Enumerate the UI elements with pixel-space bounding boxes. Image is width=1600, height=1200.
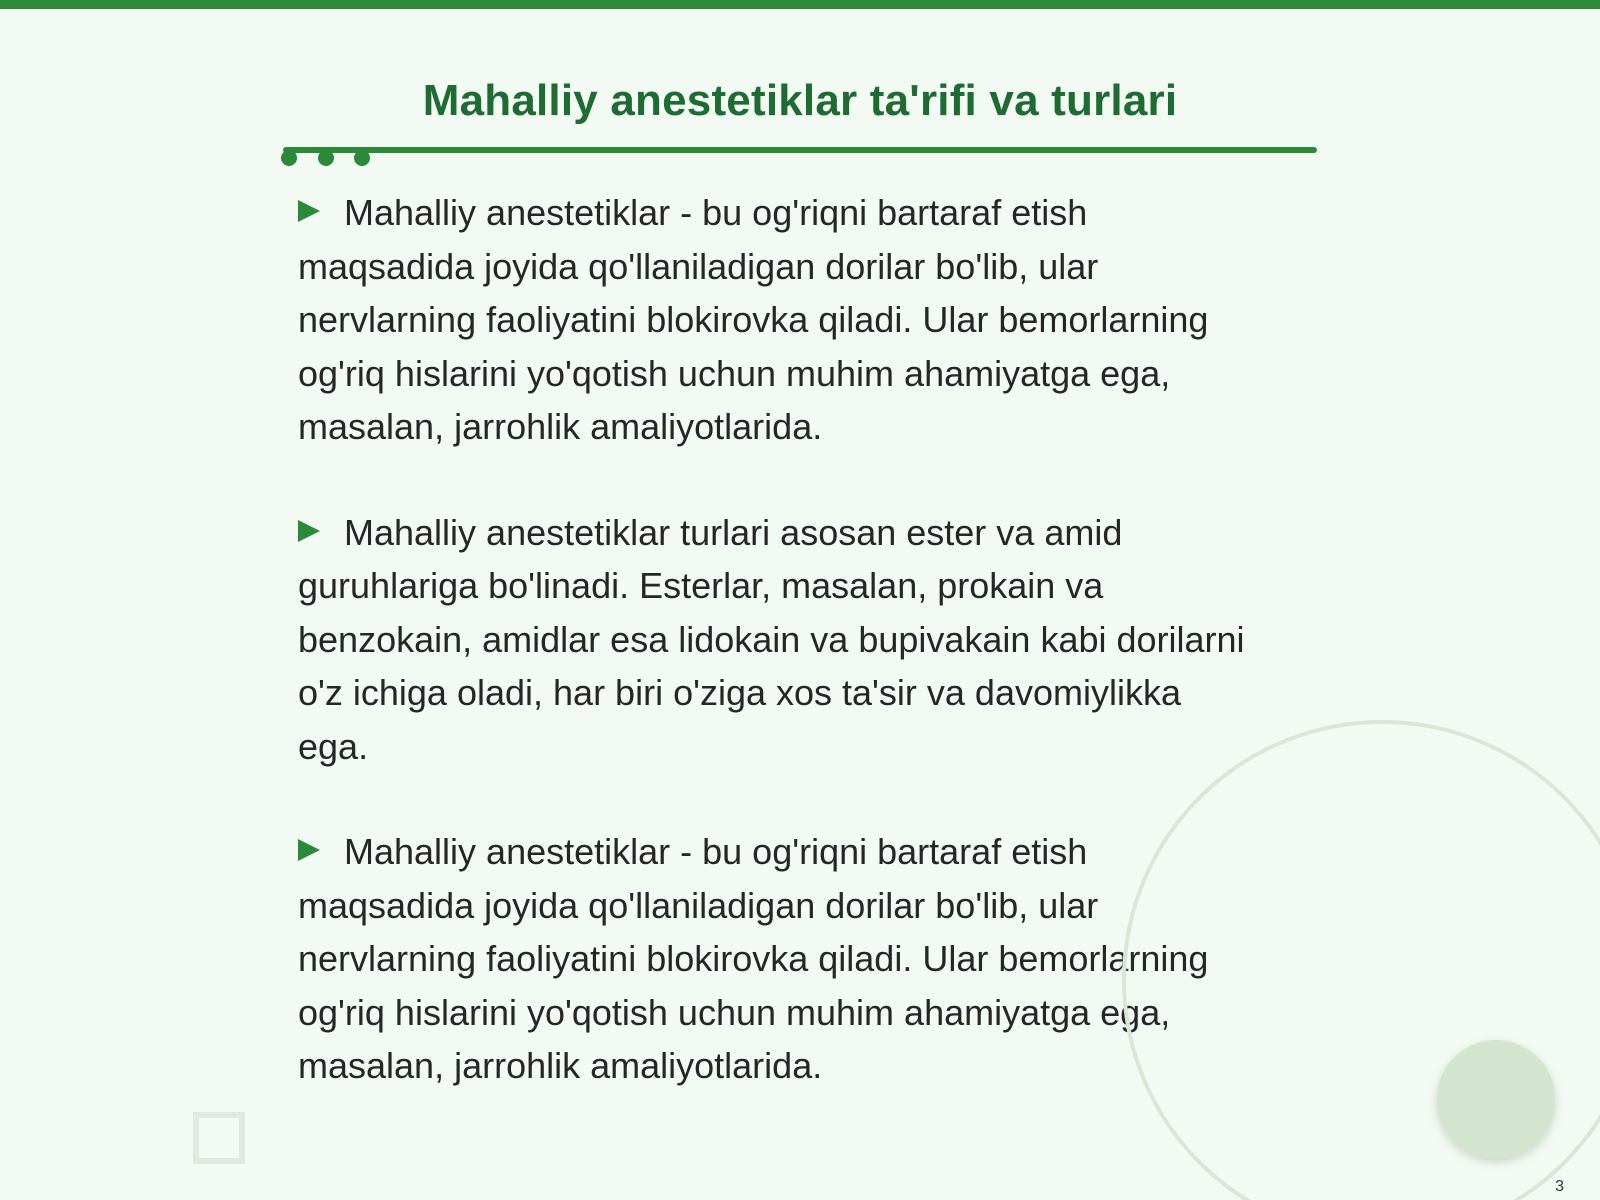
decorative-dot [354,150,370,166]
bullet-arrow-icon [298,839,320,861]
slide-title: Mahalliy anestetiklar ta'rifi va turlari [422,76,1178,125]
top-accent-bar [0,0,1600,9]
bullet-item [298,186,1258,454]
bullet-arrow-icon [298,520,320,542]
decorative-square [193,1112,245,1164]
bullet-item [298,506,1258,774]
bullet-list [298,186,1258,1145]
bullet-item [298,825,1258,1093]
title-underline [283,147,1317,153]
bullet-arrow-icon [298,200,320,222]
decorative-dot [281,150,297,166]
decorative-disc [1437,1040,1555,1158]
page-number: 3 [1555,1178,1564,1195]
decorative-dot [318,150,334,166]
bullet-text: Mahalliy anestetiklar - bu og'riqni bartaraf etish maqsadida joyida qo'llaniladigan dorilar bo'lib, ular nervlarning faoliyatini blokirovka qiladi. Ular bemorlarning og'riq hislarini yo'qotish uchun muhim ahamiyatga ega, masalan, jarrohlik amaliyotlarida. [298,192,1209,447]
bullet-text: Mahalliy anestetiklar - bu og'riqni bartaraf etish maqsadida joyida qo'llaniladigan dorilar bo'lib, ular nervlarning faoliyatini blokirovka qiladi. Ular bemorlarning og'riq hislarini yo'qotish uchun muhim ahamiyatga ega, masalan, jarrohlik amaliyotlarida. [298,831,1209,1086]
bullet-text: Mahalliy anestetiklar turlari asosan ester va amid guruhlariga bo'linadi. Esterlar, masalan, prokain va benzokain, amidlar esa lidokain va bupivakain kabi dorilarni o'z ichiga oladi, har biri o'ziga xos ta'sir va davomiylikka ega. [298,511,1245,767]
